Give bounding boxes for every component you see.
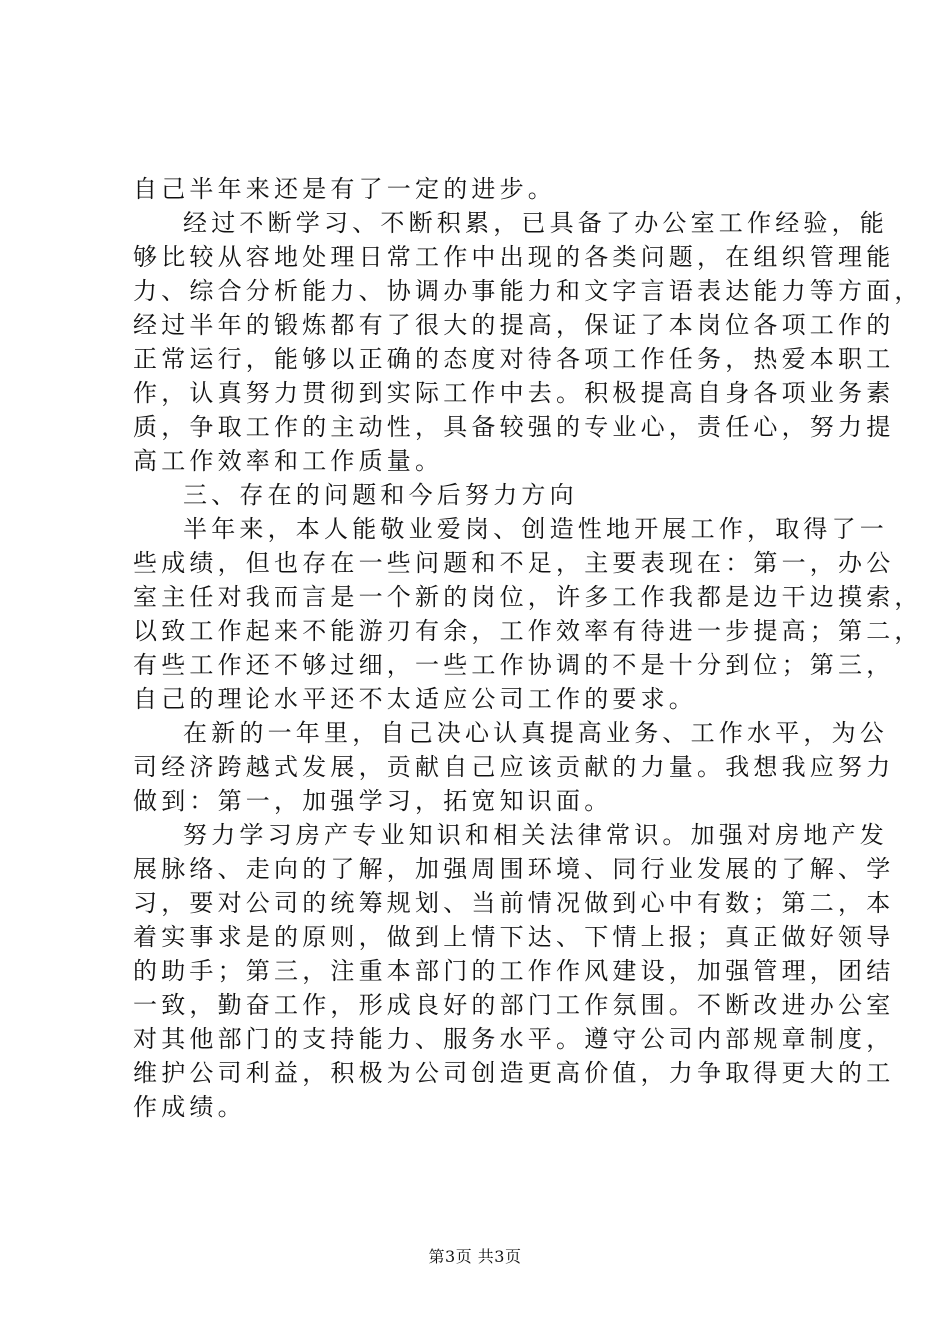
text-line: 室主任对我而言是一个新的岗位，许多工作我都是边干边摸索， xyxy=(133,583,923,611)
text-line: 努力学习房产专业知识和相关法律常识。加强对房地产发 xyxy=(183,821,888,849)
text-line: 有些工作还不够过细，一些工作协调的不是十分到位；第三， xyxy=(133,651,895,679)
text-line: 经过不断学习、不断积累，已具备了办公室工作经验，能 xyxy=(183,209,888,237)
text-line: 维护公司利益，积极为公司创造更高价值，力争取得更大的工 xyxy=(133,1059,895,1087)
page-footer: 第3页 共3页 xyxy=(428,1247,522,1266)
text-line: 质，争取工作的主动性，具备较强的专业心，责任心，努力提 xyxy=(133,413,895,441)
text-line: 经过半年的锻炼都有了很大的提高，保证了本岗位各项工作的 xyxy=(133,311,895,339)
text-line: 够比较从容地处理日常工作中出现的各类问题，在组织管理能 xyxy=(133,243,895,271)
text-line: 三、存在的问题和今后努力方向 xyxy=(183,481,578,509)
text-line: 力、综合分析能力、协调办事能力和文字言语表达能力等方面， xyxy=(133,277,923,305)
text-line: 的助手；第三，注重本部门的工作作风建设，加强管理，团结 xyxy=(133,957,895,985)
text-line: 半年来，本人能敬业爱岗、创造性地开展工作，取得了一 xyxy=(183,515,888,543)
text-line: 展脉络、走向的了解，加强周围环境、同行业发展的了解、学 xyxy=(133,855,895,883)
text-line: 作，认真努力贯彻到实际工作中去。积极提高自身各项业务素 xyxy=(133,379,895,407)
text-line: 自己的理论水平还不太适应公司工作的要求。 xyxy=(133,685,697,713)
text-line: 着实事求是的原则，做到上情下达、下情上报；真正做好领导 xyxy=(133,923,895,951)
text-line: 些成绩，但也存在一些问题和不足，主要表现在：第一，办公 xyxy=(133,549,895,577)
text-line: 做到：第一，加强学习，拓宽知识面。 xyxy=(133,787,613,815)
text-line: 司经济跨越式发展，贡献自己应该贡献的力量。我想我应努力 xyxy=(133,753,895,781)
document-body xyxy=(133,172,923,1124)
text-line: 正常运行，能够以正确的态度对待各项工作任务，热爱本职工 xyxy=(133,345,895,373)
text-line: 作成绩。 xyxy=(133,1093,246,1121)
text-line: 在新的一年里，自己决心认真提高业务、工作水平，为公 xyxy=(183,719,888,747)
text-line: 一致，勤奋工作，形成良好的部门工作氛围。不断改进办公室 xyxy=(133,991,895,1019)
text-line: 自己半年来还是有了一定的进步。 xyxy=(133,175,556,203)
text-line: 习，要对公司的统筹规划、当前情况做到心中有数；第二，本 xyxy=(133,889,895,917)
text-line: 对其他部门的支持能力、服务水平。遵守公司内部规章制度， xyxy=(133,1025,895,1053)
text-line: 以致工作起来不能游刃有余，工作效率有待进一步提高；第二， xyxy=(133,617,923,645)
text-line: 高工作效率和工作质量。 xyxy=(133,447,444,475)
